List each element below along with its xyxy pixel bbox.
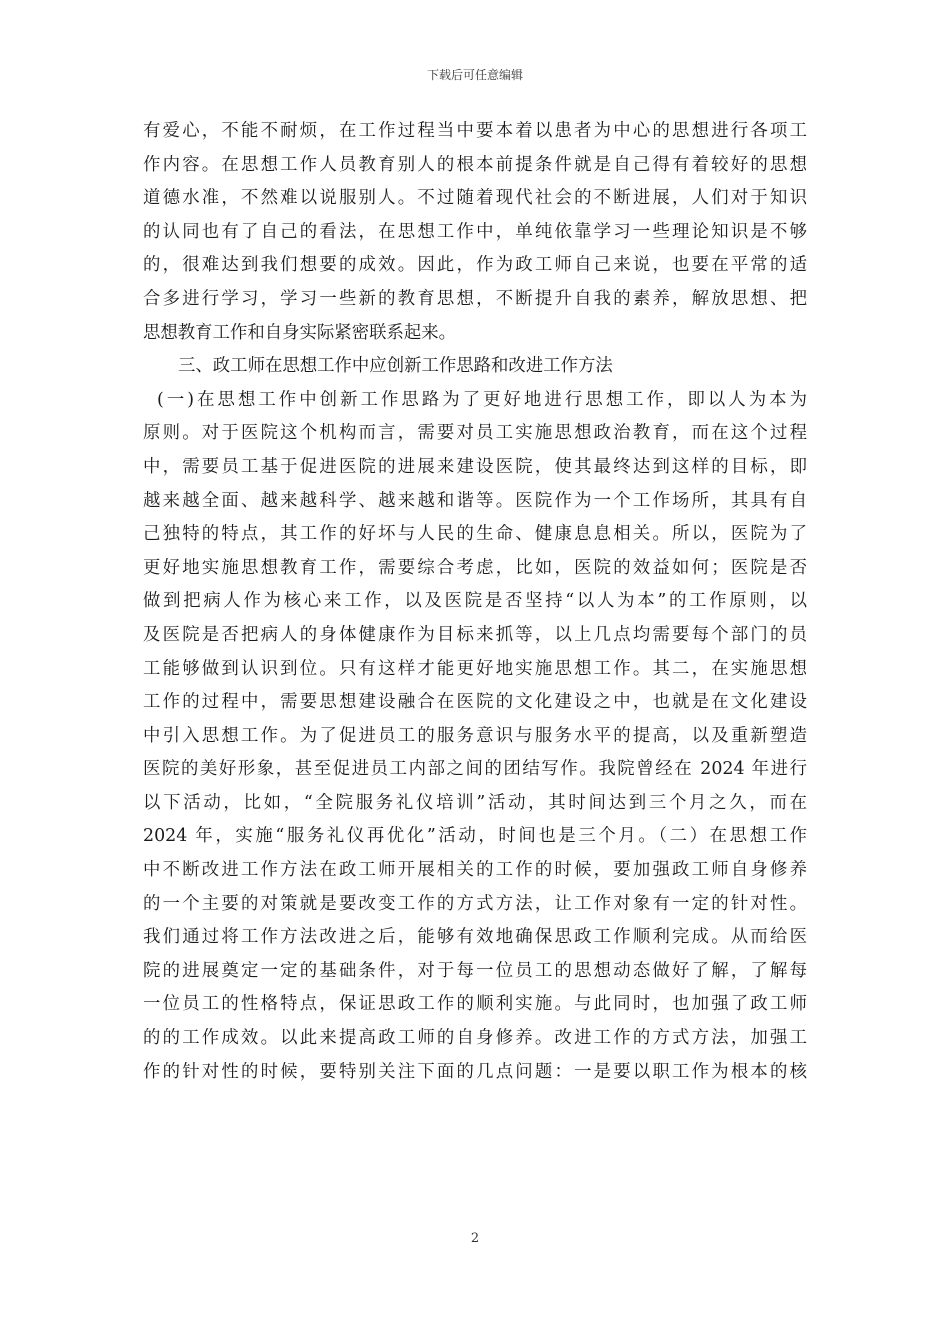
page-number: 2 <box>470 1231 480 1246</box>
text-line: 2024 年，实施“服务礼仪再优化”活动，时间也是三个月。（二）在思想工作 <box>143 826 807 847</box>
text-line: 有爱心，不能不耐烦，在工作过程当中要本着以患者为中心的思想进行各项工 <box>143 121 807 141</box>
text-line: 的，很难达到我们想要的成效。因此，作为政工师自己来说，也要在平常的适 <box>143 255 807 276</box>
page-header: 下载后可任意编辑 <box>426 68 523 82</box>
text-line: 道德水准，不然难以说服别人。不过随着现代社会的不断进展，人们对于知识 <box>143 188 807 209</box>
text-line: 的一个主要的对策就是要改变工作的方式方法，让工作对象有一定的针对性。 <box>143 893 807 914</box>
text-line: 的认同也有了自己的看法，在思想工作中，单纯依靠学习一些理论知识是不够 <box>143 221 807 242</box>
text-line: 合多进行学习，学习一些新的教育思想，不断提升自我的素养，解放思想、把 <box>143 288 807 309</box>
text-line: 己独特的特点，其工作的好坏与人民的生命、健康息息相关。所以，医院为了 <box>143 524 807 545</box>
text-line: 作的针对性的时候，要特别关注下面的几点问题：一是要以职工作为根本的核 <box>143 1061 807 1082</box>
text-line: 医院的美好形象，甚至促进员工内部之间的团结写作。我院曾经在 2024 年进行 <box>143 759 807 780</box>
text-line: 作内容。在思想工作人员教育别人的根本前提条件就是自己得有着较好的思想 <box>143 154 807 175</box>
text-line: 更好地实施思想教育工作，需要综合考虑，比如，医院的效益如何；医院是否 <box>143 557 807 578</box>
text-line: 工能够做到认识到位。只有这样才能更好地实施思想工作。其二，在实施思想 <box>143 658 807 679</box>
text-line: 及医院是否把病人的身体健康作为目标来抓等，以上几点均需要每个部门的员 <box>143 624 807 645</box>
text-line: 院的进展奠定一定的基础条件，对于每一位员工的思想动态做好了解，了解每 <box>143 960 807 981</box>
text-line: 做到把病人作为核心来工作，以及医院是否坚持“以人为本”的工作原则，以 <box>143 591 807 612</box>
text-line: (一)在思想工作中创新工作思路为了更好地进行思想工作，即以人为本为 <box>157 389 807 410</box>
text-line: 中，需要员工基于促进医院的进展来建设医院，使其最终达到这样的目标，即 <box>143 456 807 477</box>
text-line: 工作的过程中，需要思想建设融合在医院的文化建设之中，也就是在文化建设 <box>143 692 807 713</box>
section-heading: 三、政工师在思想工作中应创新工作思路和改进工作方法 <box>178 356 613 377</box>
text-line: 原则。对于医院这个机构而言，需要对员工实施思想政治教育，而在这个过程 <box>143 423 807 444</box>
text-line: 思想教育工作和自身实际紧密联系起来。 <box>143 322 457 343</box>
text-line: 中引入思想工作。为了促进员工的服务意识与服务水平的提高，以及重新塑造 <box>143 725 807 746</box>
text-line: 以下活动，比如，“全院服务礼仪培训”活动，其时间达到三个月之久，而在 <box>143 792 807 813</box>
text-line: 中不断改进工作方法在政工师开展相关的工作的时候，要加强政工师自身修养 <box>143 860 807 881</box>
text-line: 我们通过将工作方法改进之后，能够有效地确保思政工作顺利完成。从而给医 <box>143 927 807 948</box>
text-line: 一位员工的性格特点，保证思政工作的顺利实施。与此同时，也加强了政工师 <box>143 994 807 1015</box>
text-line: 越来越全面、越来越科学、越来越和谐等。医院作为一个工作场所，其具有自 <box>143 490 807 511</box>
document-body <box>143 115 807 1089</box>
text-line: 的的工作成效。以此来提高政工师的自身修养。改进工作的方式方法，加强工 <box>143 1028 807 1049</box>
